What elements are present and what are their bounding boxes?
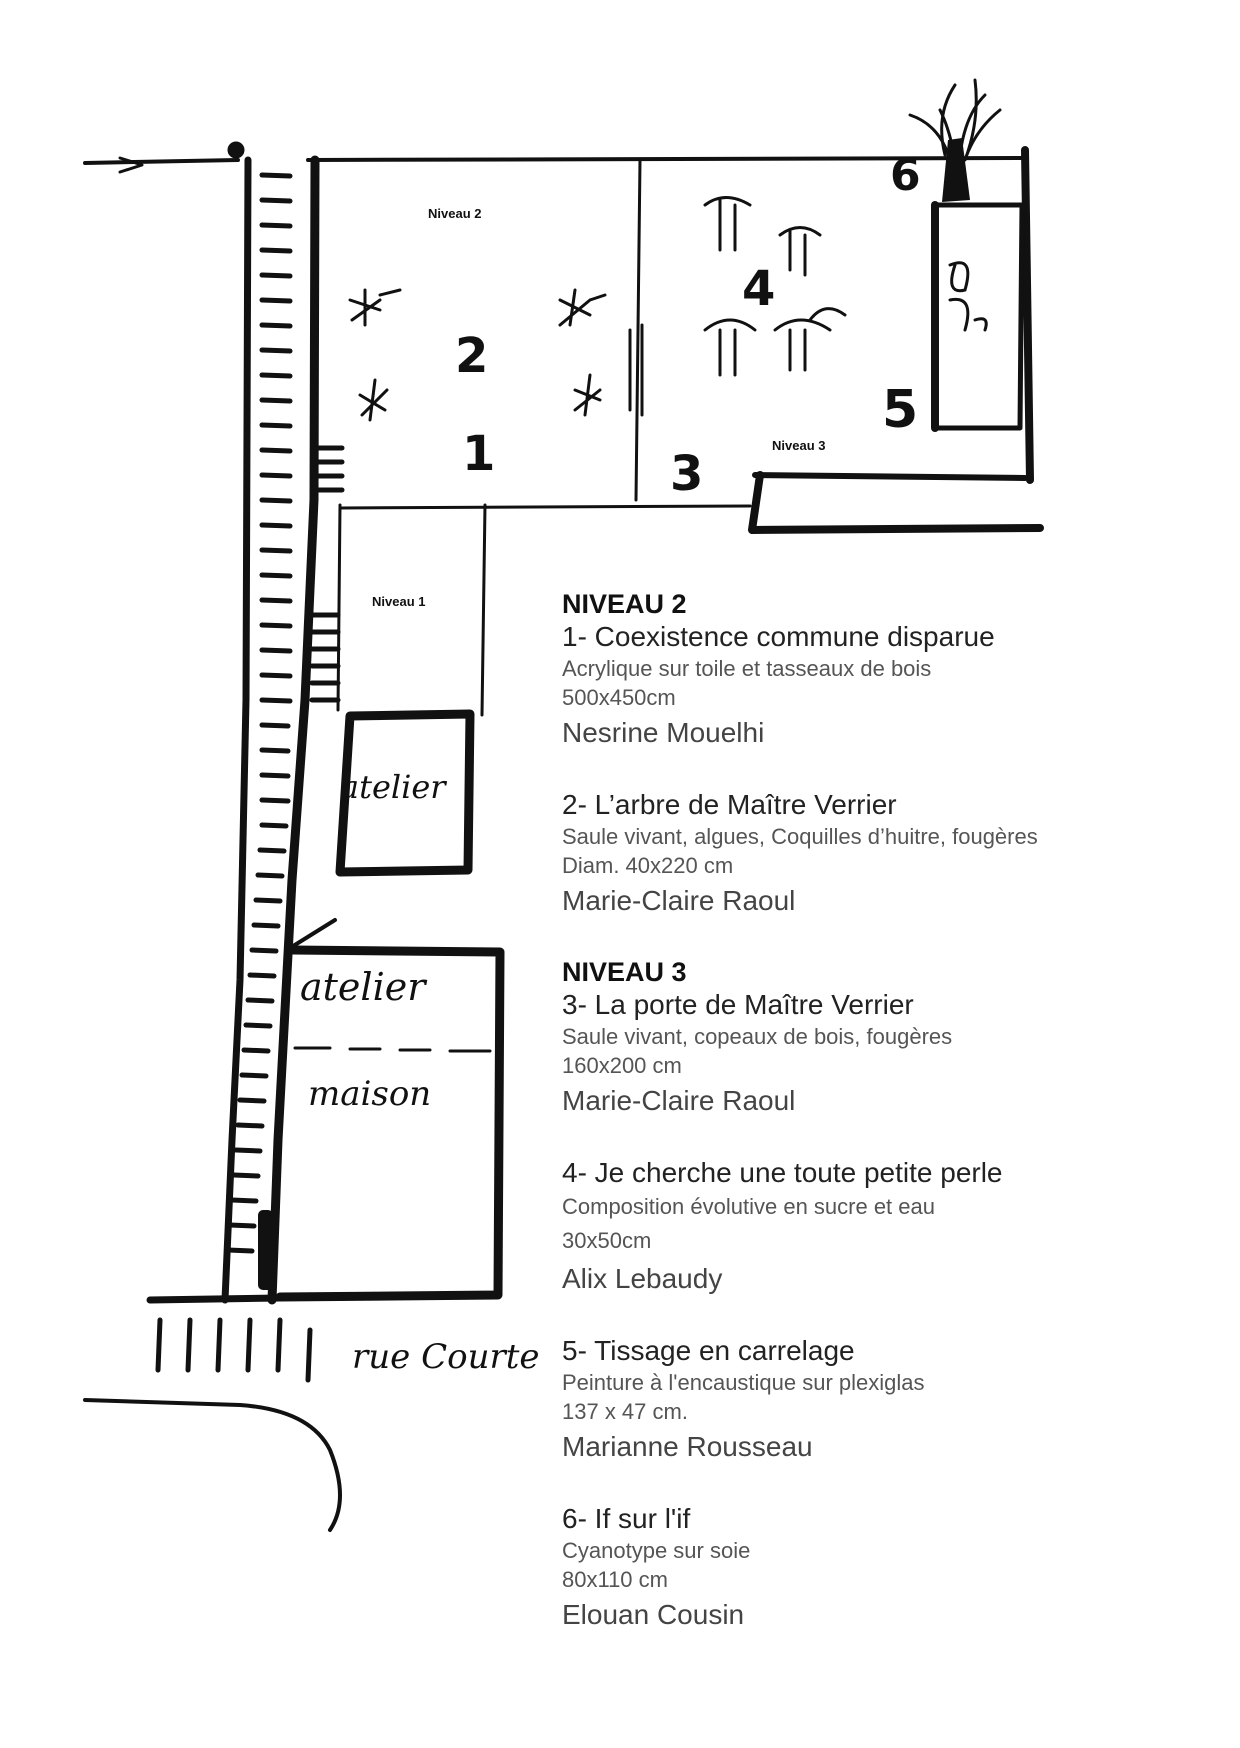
artwork-dimensions: 30x50cm (562, 1228, 652, 1253)
map-label-atelier-small: atelier (340, 768, 446, 806)
level-title: NIVEAU 2 (562, 589, 687, 619)
artwork-artist: Nesrine Mouelhi (562, 717, 765, 748)
level-title: NIVEAU 3 (562, 957, 687, 987)
artwork-medium: Saule vivant, algues, Coquilles d’huitre, fougères (562, 824, 1038, 849)
artwork-dimensions: 80x110 cm (562, 1567, 668, 1592)
artwork-entry-4 (562, 1156, 1222, 1298)
artwork-title: 2- L’arbre de Maître Verrier (562, 789, 897, 820)
artwork-artist: Marie-Claire Raoul (562, 885, 796, 916)
artwork-title: 5- Tissage en carrelage (562, 1335, 855, 1366)
artwork-artist: Elouan Cousin (562, 1599, 745, 1630)
artwork-dimensions: 500x450cm (562, 685, 676, 710)
map-marker-4: 4 (742, 261, 776, 317)
artwork-dimensions: 160x200 cm (562, 1053, 682, 1078)
artwork-medium: Cyanotype sur soie (562, 1538, 751, 1563)
artwork-medium: Saule vivant, copeaux de bois, fougères (562, 1024, 953, 1049)
level-block-niveau-2 (562, 588, 1222, 920)
level-label-niveau-1: Niveau 1 (372, 594, 426, 609)
level-label-niveau-3: Niveau 3 (772, 438, 826, 453)
artwork-medium: Peinture à l'encaustique sur plexiglas (562, 1370, 925, 1395)
level-block-niveau-3 (562, 956, 1222, 1634)
artwork-title: 6- If sur l'if (562, 1503, 691, 1534)
level-label-niveau-2: Niveau 2 (428, 206, 482, 221)
map-marker-5: 5 (882, 380, 919, 440)
artwork-artist: Marianne Rousseau (562, 1431, 813, 1462)
artwork-artist: Marie-Claire Raoul (562, 1085, 796, 1116)
map-marker-2: 2 (455, 328, 489, 384)
artwork-entry-3 (562, 988, 1222, 1120)
artwork-medium: Acrylique sur toile et tasseaux de bois (562, 656, 932, 681)
artwork-title: 4- Je cherche une toute petite perle (562, 1157, 1003, 1188)
artwork-entry-1 (562, 620, 1222, 752)
artwork-dimensions: Diam. 40x220 cm (562, 853, 734, 878)
map-marker-1: 1 (462, 426, 496, 482)
artwork-entry-5 (562, 1334, 1222, 1466)
map-label-street: rue Courte (352, 1337, 540, 1377)
map-marker-3: 3 (670, 446, 704, 502)
map-label-atelier: atelier (300, 965, 426, 1009)
artwork-medium: Composition évolutive en sucre et eau (562, 1194, 935, 1219)
artwork-dimensions: 137 x 47 cm. (562, 1399, 688, 1424)
map-label-maison: maison (308, 1074, 432, 1114)
artwork-legend (562, 588, 1222, 1670)
artwork-entry-2 (562, 788, 1222, 920)
artwork-entry-6 (562, 1502, 1222, 1634)
artwork-title: 1- Coexistence commune disparue (562, 621, 995, 652)
artwork-title: 3- La porte de Maître Verrier (562, 989, 914, 1020)
artwork-artist: Alix Lebaudy (562, 1263, 723, 1294)
map-marker-6: 6 (890, 150, 921, 201)
